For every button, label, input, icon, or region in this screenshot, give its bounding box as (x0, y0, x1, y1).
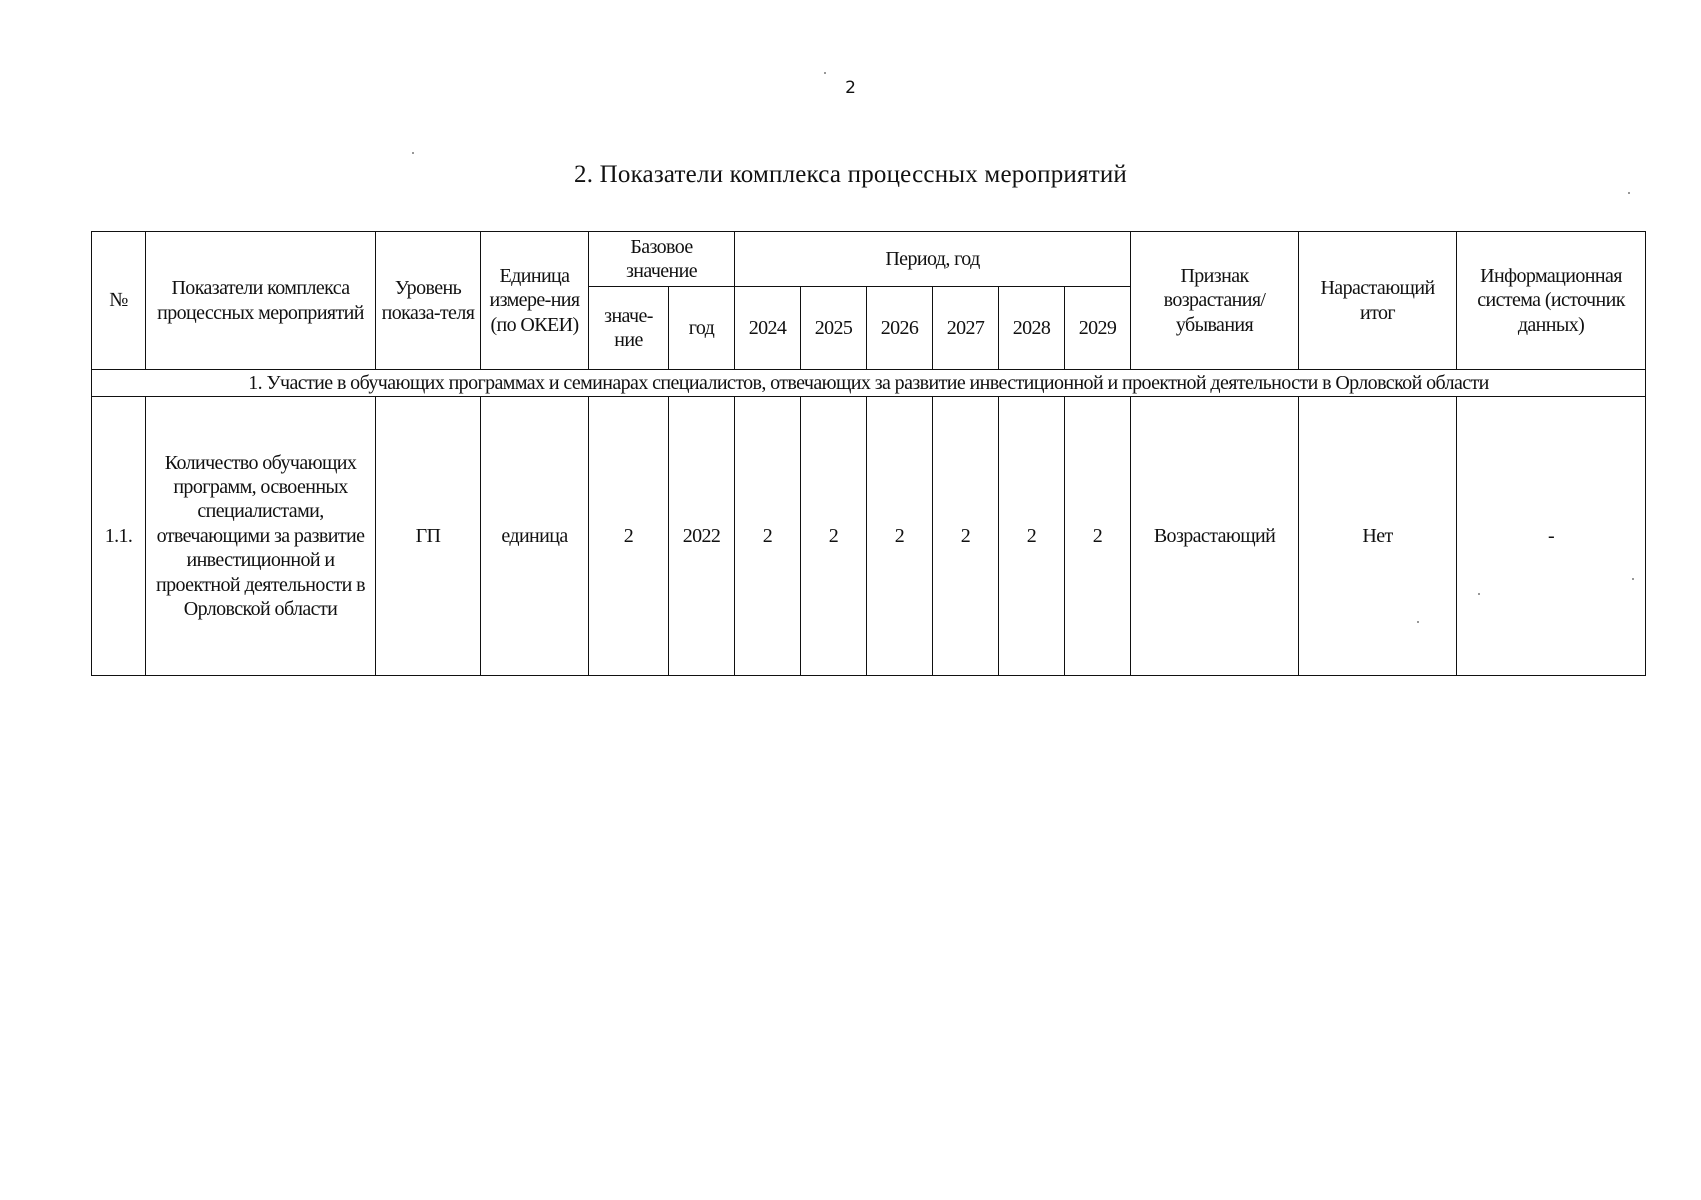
row-indicator-name: Количество обучающих программ, освоенных специалистами, отвечающими за развитие инвестиционной и проектной деятельности в Орловской области (146, 397, 376, 676)
header-year-2024: 2024 (735, 287, 801, 370)
section-title: 1. Участие в обучающих программах и семинарах специалистов, отвечающих за развитие инвестиционной и проектной деятельности в Орловской области (92, 370, 1646, 397)
scan-speck (1628, 192, 1630, 194)
scan-speck (1478, 593, 1480, 595)
scan-speck (1417, 621, 1419, 623)
row-unit: единица (481, 397, 589, 676)
row-value-2027: 2 (933, 397, 999, 676)
section-row (92, 370, 1646, 397)
row-value-2028: 2 (999, 397, 1065, 676)
row-source: - (1457, 397, 1646, 676)
scan-speck (824, 72, 826, 74)
header-period: Период, год (735, 232, 1131, 287)
row-value-2024: 2 (735, 397, 801, 676)
row-num: 1.1. (92, 397, 146, 676)
header-row-1 (92, 232, 1646, 287)
header-year-2027: 2027 (933, 287, 999, 370)
header-year-2026: 2026 (867, 287, 933, 370)
scan-speck (1632, 578, 1634, 580)
header-year-2029: 2029 (1065, 287, 1131, 370)
header-indicator: Показатели комплекса процессных мероприятий (146, 232, 376, 370)
header-source: Информационная система (источник данных) (1457, 232, 1646, 370)
table-row (92, 397, 1646, 676)
header-base-value: значе-ние (589, 287, 669, 370)
page-title: 2. Показатели комплекса процессных мероприятий (574, 161, 1127, 188)
row-level: ГП (376, 397, 481, 676)
header-num: № (92, 232, 146, 370)
row-base-year: 2022 (669, 397, 735, 676)
header-level: Уровень показа-теля (376, 232, 481, 370)
header-unit: Единица измере-ния (по ОКЕИ) (481, 232, 589, 370)
scan-speck (412, 152, 414, 154)
row-value-2026: 2 (867, 397, 933, 676)
page-number: 2 (845, 78, 856, 98)
header-base-year: год (669, 287, 735, 370)
header-year-2028: 2028 (999, 287, 1065, 370)
header-year-2025: 2025 (801, 287, 867, 370)
row-cumulative: Нет (1299, 397, 1457, 676)
row-trend: Возрастающий (1131, 397, 1299, 676)
row-base-value: 2 (589, 397, 669, 676)
indicators-table (91, 231, 1646, 676)
header-trend: Признак возрастания/ убывания (1131, 232, 1299, 370)
row-value-2029: 2 (1065, 397, 1131, 676)
header-cumulative: Нарастающий итог (1299, 232, 1457, 370)
header-base: Базовое значение (589, 232, 735, 287)
row-value-2025: 2 (801, 397, 867, 676)
